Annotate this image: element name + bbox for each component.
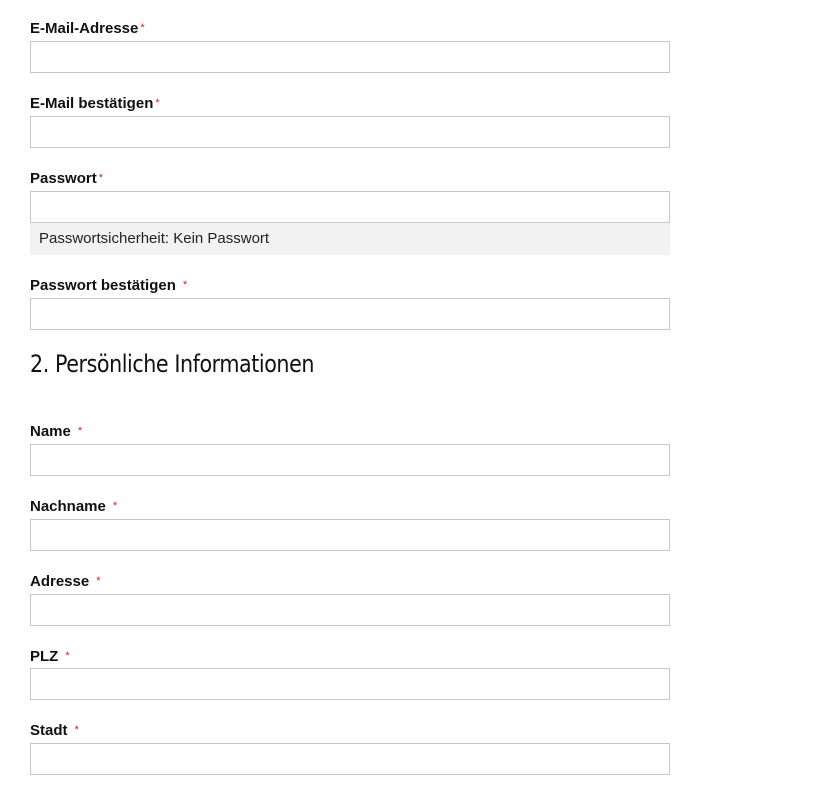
email-label bbox=[30, 19, 145, 38]
address-input[interactable] bbox=[30, 594, 670, 626]
zip-label-text: PLZ bbox=[30, 648, 59, 665]
required-marker: * bbox=[65, 650, 70, 662]
password-confirm-label-text: Passwort bestätigen bbox=[30, 277, 176, 294]
city-label-text: Stadt bbox=[30, 722, 68, 739]
required-marker: * bbox=[182, 279, 188, 291]
city-input[interactable] bbox=[30, 743, 670, 775]
password-confirm-label bbox=[30, 276, 187, 295]
password-label bbox=[30, 169, 103, 188]
required-marker: * bbox=[112, 500, 118, 512]
password-label-text: Passwort bbox=[30, 170, 97, 187]
first-name-input[interactable] bbox=[30, 444, 670, 476]
city-label bbox=[30, 721, 79, 740]
password-confirm-input[interactable] bbox=[30, 298, 670, 330]
required-marker: * bbox=[155, 97, 160, 109]
email-input[interactable] bbox=[30, 41, 670, 73]
required-marker: * bbox=[96, 575, 101, 587]
email-confirm-label-text: E-Mail bestätigen bbox=[30, 95, 154, 112]
zip-input[interactable] bbox=[30, 668, 670, 700]
section-heading-personal-info: 2. Persönliche Informationen bbox=[30, 350, 314, 378]
address-label bbox=[30, 572, 100, 591]
last-name-label bbox=[30, 497, 117, 516]
email-label-text: E-Mail-Adresse bbox=[30, 20, 139, 37]
email-confirm-input[interactable] bbox=[30, 116, 670, 148]
zip-label bbox=[30, 647, 70, 666]
password-input[interactable] bbox=[30, 191, 670, 223]
first-name-label bbox=[30, 422, 82, 441]
email-confirm-label bbox=[30, 94, 160, 113]
address-label-text: Adresse bbox=[30, 573, 90, 590]
required-marker: * bbox=[98, 172, 103, 184]
last-name-label-text: Nachname bbox=[30, 498, 106, 515]
first-name-label-text: Name bbox=[30, 423, 71, 440]
required-marker: * bbox=[74, 724, 79, 736]
password-strength-indicator: Passwortsicherheit: Kein Passwort bbox=[30, 223, 670, 255]
last-name-input[interactable] bbox=[30, 519, 670, 551]
required-marker: * bbox=[77, 425, 83, 437]
required-marker: * bbox=[140, 22, 145, 34]
